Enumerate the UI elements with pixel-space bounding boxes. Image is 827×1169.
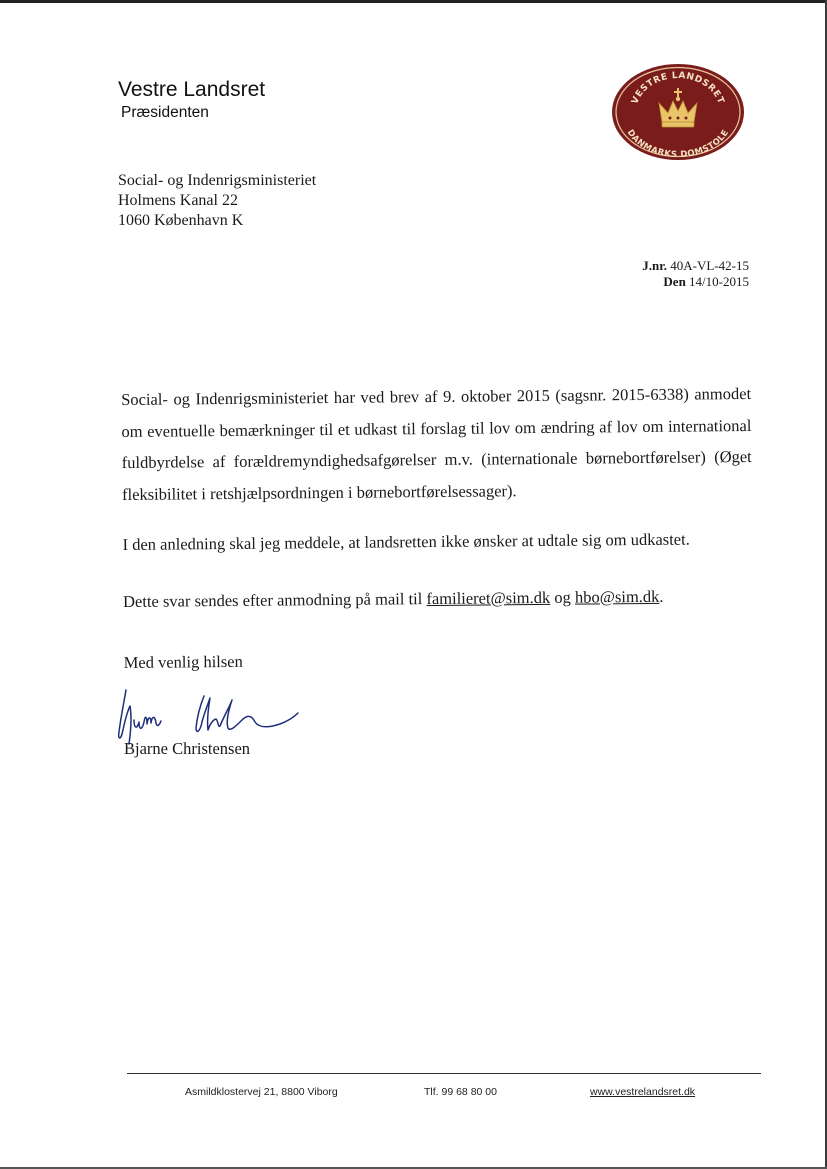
journal-number-label: J.nr. bbox=[642, 258, 668, 273]
court-seal-icon bbox=[610, 62, 746, 162]
paragraph-request bbox=[121, 378, 752, 510]
handwritten-signature bbox=[112, 686, 308, 746]
paragraph-line: Social- og Indenrigsministeriet har ved brev af 9. oktober 2015 (sagsnr. 2015-6338) anmodet bbox=[121, 383, 752, 409]
recipient-street: Holmens Kanal 22 bbox=[118, 192, 238, 209]
reply-note-text: Dette svar sendes efter anmodning på mail til bbox=[122, 588, 427, 611]
letter-date: 14/10-2015 bbox=[689, 274, 749, 289]
scan-edge-top bbox=[0, 0, 827, 3]
journal-number: 40A-VL-42-15 bbox=[670, 258, 749, 273]
recipient-city: 1060 København K bbox=[118, 212, 244, 229]
closing-greeting: Med venlig hilsen bbox=[123, 651, 243, 672]
seal-top-text: VESTRE LANDSRET bbox=[630, 70, 726, 106]
paragraph-response: I den anledning skal jeg meddele, at landsretten ikke ønsker at udtale sig om udkastet. bbox=[122, 529, 690, 554]
paragraph-line: om eventuelle bemærkninger til et udkast til forslag til lov om ændring af lov om international bbox=[121, 415, 752, 441]
email-link-hbo[interactable]: hbo@sim.dk bbox=[574, 586, 660, 607]
reply-note-end: . bbox=[659, 586, 664, 606]
seal-bottom-text: DANMARKS DOMSTOLE bbox=[624, 127, 732, 161]
paragraph-reply-note bbox=[123, 579, 753, 617]
organization-subtitle: Præsidenten bbox=[121, 104, 209, 121]
reference-block bbox=[642, 258, 749, 290]
signer-name: Bjarne Christensen bbox=[124, 739, 251, 758]
date-label: Den bbox=[663, 274, 686, 289]
paragraph-line: fuldbyrdelse af forældremyndighedsafgørelser m.v. (internationale børnebortførelser) (Øget bbox=[121, 446, 752, 472]
footer-phone: Tlf. 99 68 80 00 bbox=[424, 1086, 497, 1098]
footer-divider bbox=[127, 1073, 761, 1074]
letter-body bbox=[121, 378, 754, 679]
footer-website-link[interactable]: www.vestrelandsret.dk bbox=[590, 1086, 696, 1098]
reply-note-connector: og bbox=[550, 587, 576, 607]
recipient-name: Social- og Indenrigsministeriet bbox=[118, 172, 317, 189]
organization-name: Vestre Landsret bbox=[118, 78, 266, 101]
footer-address: Asmildklostervej 21, 8800 Viborg bbox=[185, 1086, 338, 1098]
recipient-address bbox=[118, 171, 316, 231]
paragraph-line: fleksibilitet i retshjælpsordningen i børnebortførelsessager). bbox=[121, 480, 517, 504]
email-link-familieret[interactable]: familieret@sim.dk bbox=[426, 587, 551, 608]
